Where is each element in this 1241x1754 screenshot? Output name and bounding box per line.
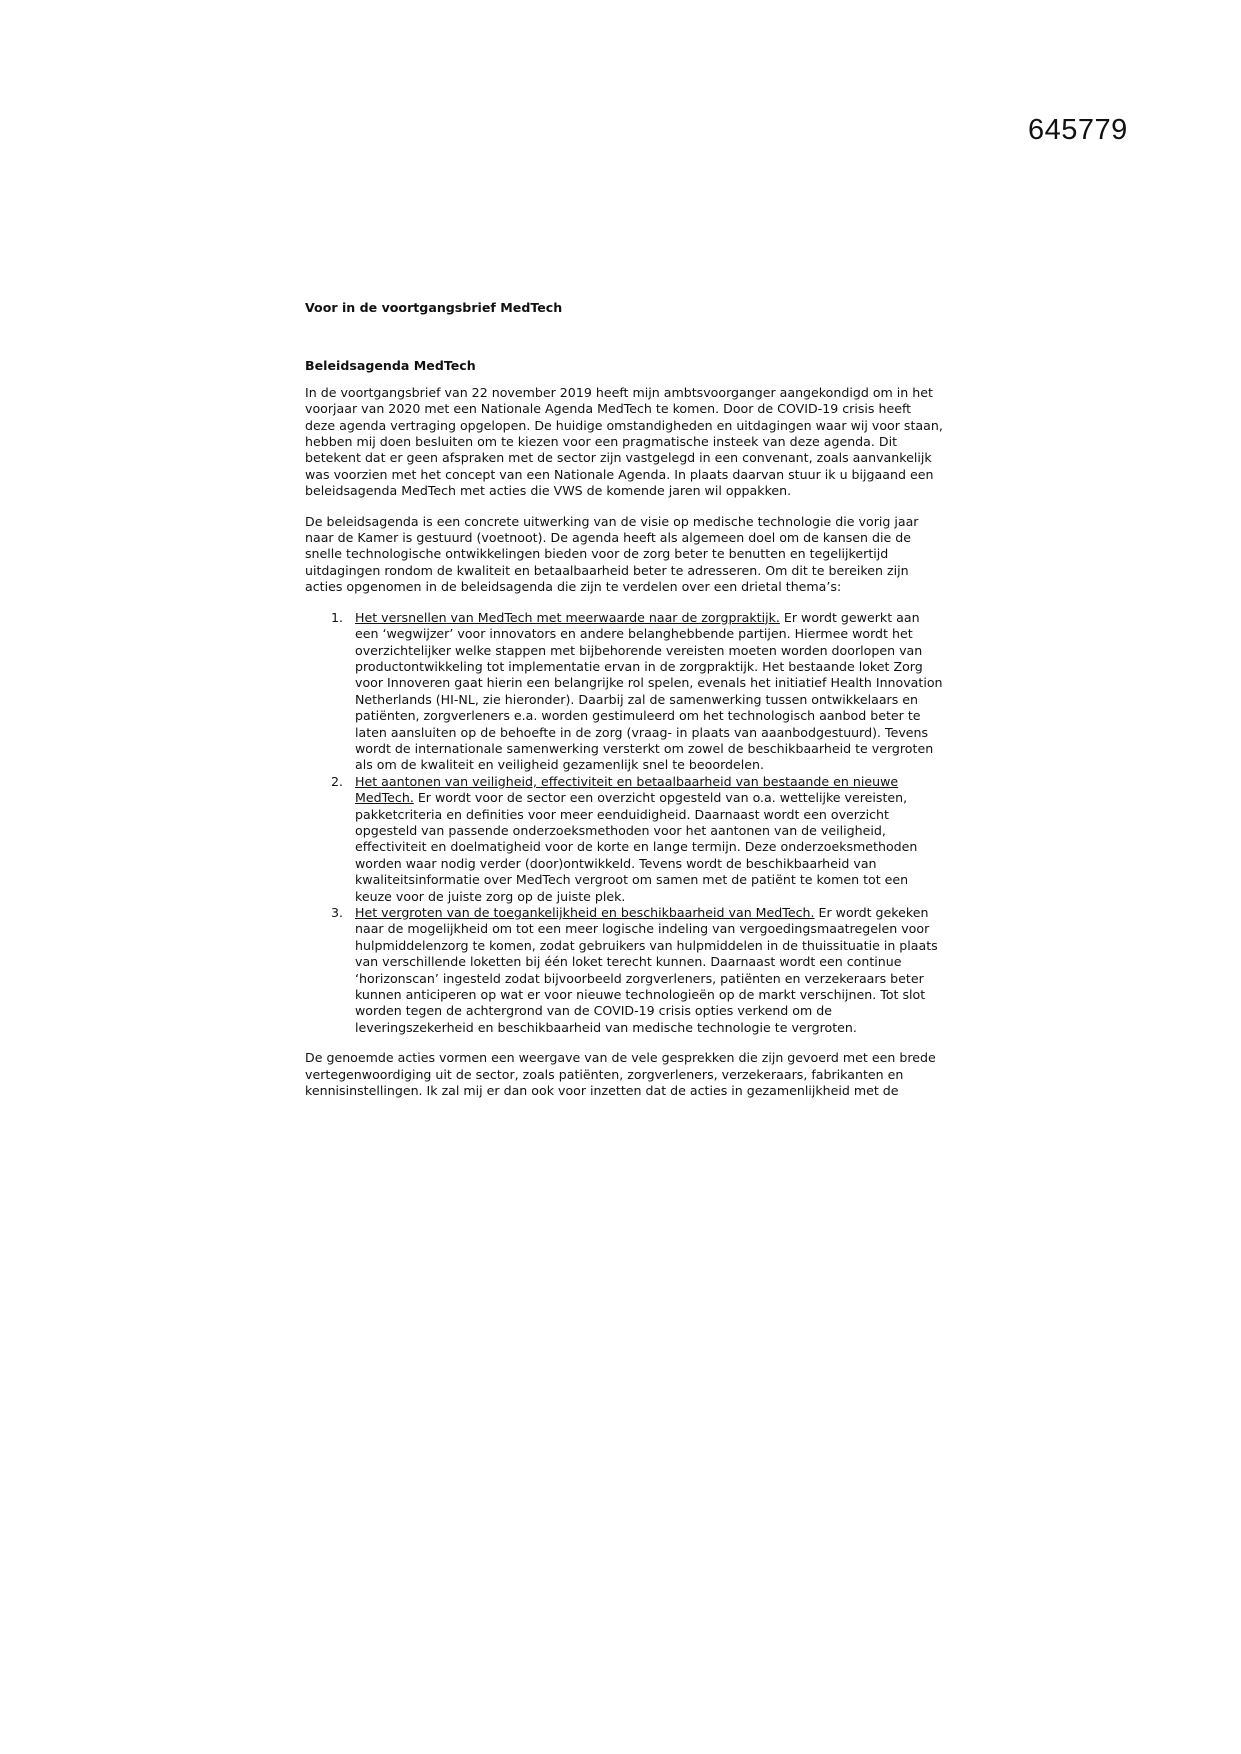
theme-list — [305, 610, 945, 1037]
theme-number: 2. — [331, 773, 344, 789]
closing-paragraph: De genoemde acties vormen een weergave van de vele gesprekken die zijn gevoerd met een brede vertegenwoordiging uit de sector, zoals patiënten, zorgverleners, verzekeraars, fabrikanten en kennisinstellingen. Ik zal mij er dan ook voor inzetten dat de acties in gezamenlijkheid met de — [305, 1050, 936, 1099]
theme-title: Het versnellen van MedTech met meerwaarde naar de zorgpraktijk. — [355, 609, 780, 625]
section-heading: Beleidsagenda MedTech — [305, 358, 476, 374]
document-number: 645779 — [1028, 114, 1128, 146]
theme-number: 1. — [331, 609, 344, 625]
theme-item-2 — [305, 774, 945, 905]
theme-body: Er wordt gewerkt aan een ‘wegwijzer’ voor innovators en andere belanghebbende partijen. Hiermee wordt het overzichtelijker welke stappen met bijbehorende vereisten moeten worden doorlopen van productontwikkeling tot implementatie ervan in de zorgpraktijk. Het bestaande loket Zorg voor Innoveren gaat hierin een belangrijke rol spelen, evenals het initiatief Health Innovation Netherlands (HI-NL, zie hieronder). Daarbij zal de samenwerking tussen ontwikkelaars en patiënten, zorgverleners e.a. worden gestimuleerd om het technologisch aanbod beter te laten aansluiten op de behoefte in de zorg (vraag- in plaats van aaanbodgestuurd). Tevens wordt de internationale samenwerking versterkt om zowel de beschikbaarheid te vergroten als om de kwaliteit en veiligheid gezamenlijk snel te beoordelen. — [355, 609, 943, 773]
theme-item-1 — [305, 610, 945, 774]
document-body — [305, 300, 945, 1113]
document-kicker: Voor in de voortgangsbrief MedTech — [305, 300, 563, 315]
agenda-paragraph: De beleidsagenda is een concrete uitwerking van de visie op medische technologie die vorig jaar naar de Kamer is gestuurd (voetnoot). De agenda heeft als algemeen doel om de kansen die de snelle technologische ontwikkelingen bieden voor de zorg beter te benutten en tegelijkertijd uitdagingen rondom de kwaliteit en betaalbaarheid beter te adresseren. Om dit te bereiken zijn acties opgenomen in de beleidsagenda die zijn te verdelen over een drietal thema’s: — [305, 513, 919, 595]
theme-number: 3. — [331, 905, 344, 920]
theme-title: Het vergroten van de toegankelijkheid en beschikbaarheid van MedTech. — [355, 905, 815, 920]
theme-body: Er wordt gekeken naar de mogelijkheid om tot een meer logische indeling van vergoedingsmaatregelen voor hulpmiddelenzorg te komen, zodat gebruikers van hulpmiddelen in de thuissituatie in plaats van verschillende loketten bij één loket terecht kunnen. Daarnaast wordt een continue ‘horizonscan’ ingesteld zodat bijvoorbeeld zorgverleners, patiënten en verzekeraars beter kunnen anticiperen op wat er voor nieuwe technologieën op de markt verschijnen. Tot slot worden tegen de achtergrond van de COVID-19 crisis opties verkend om de leveringszekerheid en beschikbaarheid van medische technologie te vergroten. — [355, 905, 938, 1035]
theme-body: Er wordt voor de sector een overzicht opgesteld van o.a. wettelijke vereisten, pakketcriteria en definities voor meer eenduidigheid. Daarnaast wordt een overzicht opgesteld van passende onderzoeksmethoden voor het aantonen van de veiligheid, effectiviteit en doelmatigheid voor de korte en lange termijn. Deze onderzoeksmethoden worden waar nodig verder (door)ontwikkeld. Tevens wordt de beschikbaarheid van kwaliteitsinformatie over MedTech vergroot om samen met de patiënt te komen tot een keuze voor de juiste zorg op de juiste plek. — [355, 790, 918, 904]
intro-paragraph: In de voortgangsbrief van 22 november 2019 heeft mijn ambtsvoorganger aangekondigd om in het voorjaar van 2020 met een Nationale Agenda MedTech te komen. Door de COVID-19 crisis heeft deze agenda vertraging opgelopen. De huidige omstandigheden en uitdagingen waar wij voor staan, hebben mij doen besluiten om te kiezen voor een pragmatische insteek van deze agenda. Dit betekent dat er geen afspraken met de sector zijn vastgelegd in een convenant, zoals aanvankelijk was voorzien met het concept van een Nationale Agenda. In plaats daarvan stuur ik u bijgaand een beleidsagenda MedTech met acties die VWS de komende jaren wil oppakken. — [305, 384, 943, 499]
theme-title: Het aantonen van veiligheid, effectiviteit en betaalbaarheid van bestaande en nieuwe MedTech. — [355, 773, 899, 806]
theme-item-3 — [305, 905, 945, 1036]
